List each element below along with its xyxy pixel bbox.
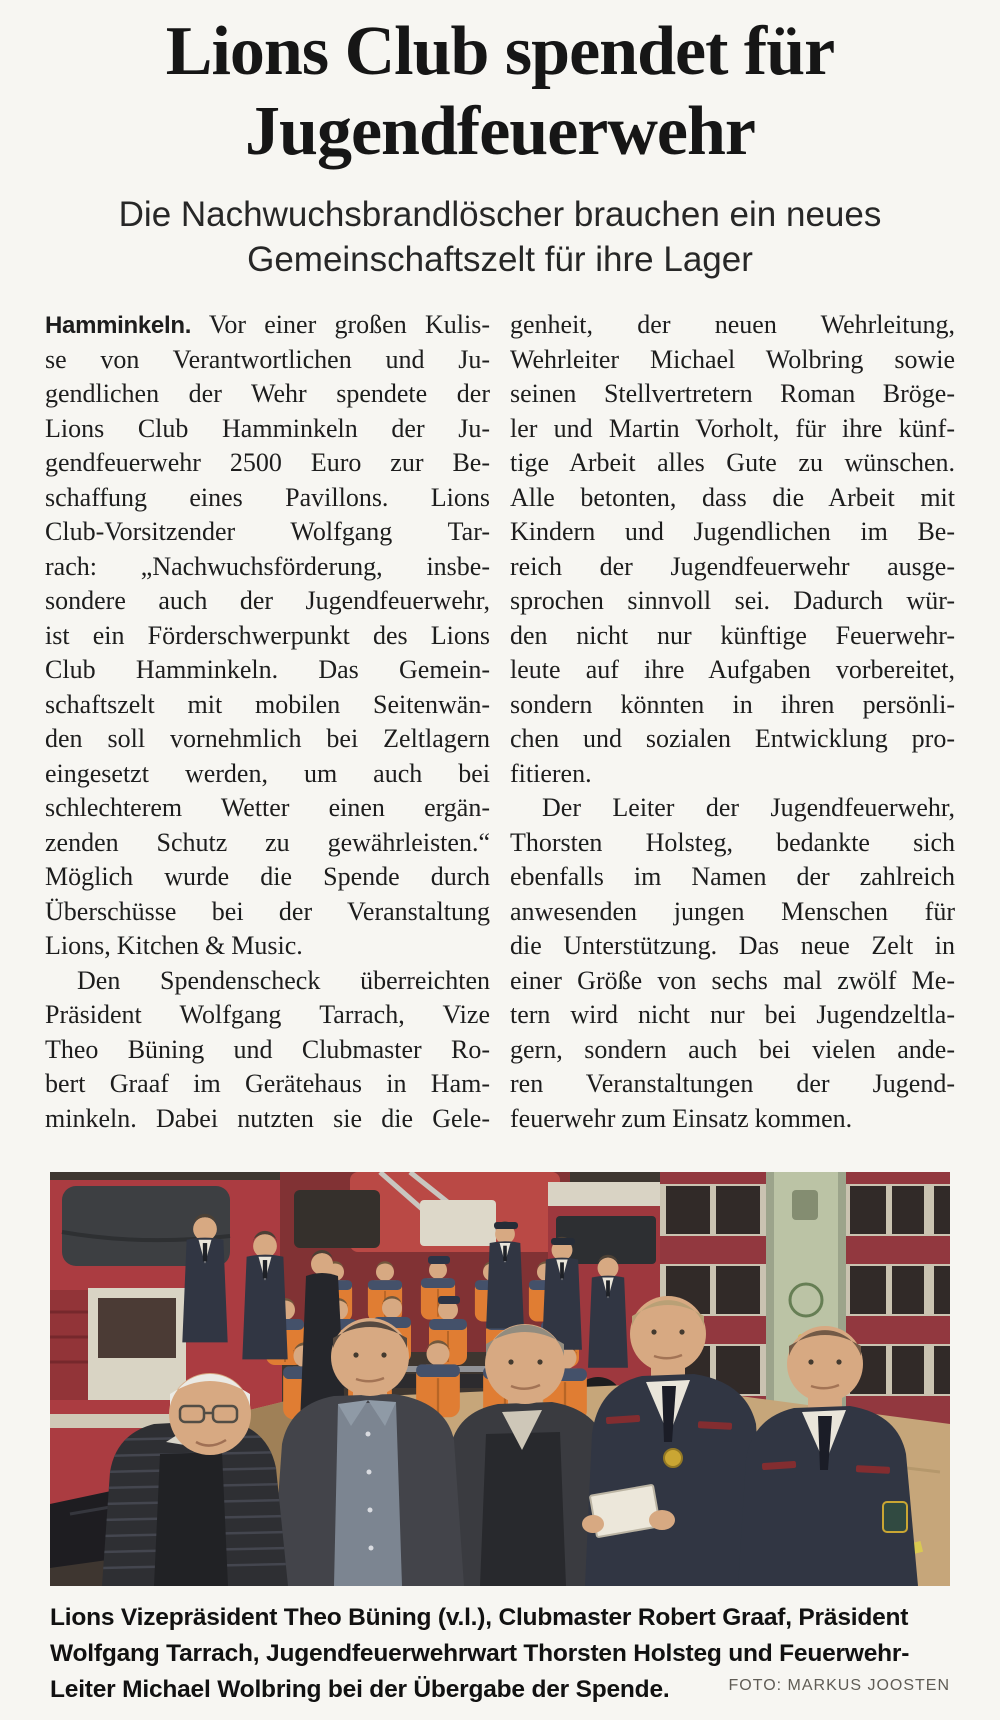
body-line: Thorsten Holsteg, bedankte sich bbox=[510, 827, 955, 857]
body-line: Überschüsse bei der Veranstaltung bbox=[45, 896, 490, 926]
photo-caption bbox=[50, 1600, 950, 1708]
body-line: Der Leiter der Jugendfeuerwehr, bbox=[542, 793, 955, 822]
body-line: tern wird nicht nur bei Jugendzeltla- bbox=[510, 1000, 955, 1029]
body-line: Hamminkeln. Vor einer großen Kulis- bbox=[45, 310, 490, 339]
body-line: den soll vornehmlich bei Zeltlagern bbox=[45, 724, 490, 753]
body-line: schaffung eines Pavillons. Lions bbox=[45, 482, 490, 512]
body-line: Wehrleiter Michael Wolbring sowie bbox=[510, 344, 955, 374]
body-line: fitieren. bbox=[510, 758, 592, 788]
article-subheadline: Die Nachwuchsbrandlöscher brauchen ein neues Gemeinschaftszelt für ihre Lager bbox=[118, 195, 882, 279]
body-line: ebenfalls im Namen der zahlreich bbox=[510, 862, 955, 891]
body-line: leute auf ihre Aufgaben vorbereitet, bbox=[510, 655, 955, 684]
fire-station-scene bbox=[50, 1172, 950, 1586]
photo-credit: FOTO: MARKUS JOOSTEN bbox=[728, 1677, 950, 1694]
body-line: se von Verantwortlichen und Ju- bbox=[45, 344, 490, 374]
body-line: ler und Martin Vorholt, für ihre künf- bbox=[510, 413, 955, 443]
body-line: ist ein Förderschwerpunkt des Lions bbox=[45, 620, 490, 650]
body-line: bert Graaf im Gerätehaus in Ham- bbox=[45, 1069, 490, 1098]
body-line: minkeln. Dabei nutzten sie die Gele- bbox=[45, 1103, 490, 1133]
body-line: genheit, der neuen Wehrleitung, bbox=[510, 310, 955, 339]
body-column-right bbox=[510, 308, 955, 1136]
body-line: einer Größe von sechs mal zwölf Me- bbox=[510, 965, 955, 995]
body-line: sprochen sinnvoll sei. Dadurch wür- bbox=[510, 586, 955, 615]
body-line: gendfeuerwehr 2500 Euro zur Be- bbox=[45, 448, 490, 477]
body-line: Präsident Wolfgang Tarrach, Vize bbox=[45, 1000, 490, 1029]
body-line: die Unterstützung. Das neue Zelt in bbox=[510, 931, 955, 960]
body-line: rach: „Nachwuchsförderung, insbe- bbox=[45, 551, 490, 581]
body-line: Lions Club Hamminkeln der Ju- bbox=[45, 413, 490, 443]
body-line: chen und sozialen Entwicklung pro- bbox=[510, 724, 955, 753]
body-line: ren Veranstaltungen der Jugend- bbox=[510, 1069, 955, 1098]
dateline: Hamminkeln. bbox=[45, 312, 192, 339]
body-line: anwesenden jungen Menschen für bbox=[510, 896, 955, 926]
body-line: Club-Vorsitzender Wolfgang Tar- bbox=[45, 517, 490, 546]
body-line: reich der Jugendfeuerwehr ausge- bbox=[510, 551, 955, 581]
article-headline: Lions Club spendet für Jugendfeuerwehr bbox=[165, 13, 835, 170]
body-line: Club Hamminkeln. Das Gemein- bbox=[45, 655, 490, 684]
body-line: gern, sondern auch bei vielen ande- bbox=[510, 1034, 955, 1064]
body-line: sondern könnten in ihren persönli- bbox=[510, 689, 955, 719]
body-line: Theo Büning und Clubmaster Ro- bbox=[45, 1034, 490, 1064]
body-line: tige Arbeit alles Gute zu wünschen. bbox=[510, 448, 955, 477]
body-line: eingesetzt werden, um auch bei bbox=[45, 758, 490, 788]
body-line: seinen Stellvertretern Roman Bröge- bbox=[510, 379, 955, 408]
body-line: schlechterem Wetter einen ergän- bbox=[45, 793, 490, 822]
body-line: sondere auch der Jugendfeuerwehr, bbox=[45, 586, 490, 615]
body-line: Möglich wurde die Spende durch bbox=[45, 862, 490, 891]
body-line: zenden Schutz zu gewährleisten.“ bbox=[45, 827, 490, 857]
article-photo bbox=[50, 1172, 950, 1586]
body-column-left bbox=[45, 308, 490, 1136]
body-line: gendlichen der Wehr spendete der bbox=[45, 379, 490, 408]
body-line: Den Spendenscheck überreichten bbox=[77, 965, 490, 995]
body-line: den nicht nur künftige Feuerwehr- bbox=[510, 620, 955, 650]
body-line: Lions, Kitchen & Music. bbox=[45, 931, 303, 960]
body-line: feuerwehr zum Einsatz kommen. bbox=[510, 1103, 853, 1133]
body-line: Kindern und Jugendlichen im Be- bbox=[510, 517, 955, 546]
caption-text: Lions Vizepräsident Theo Büning (v.l.), Clubmaster Robert Graaf, Präsident Wolfgang Tarrach, Jugendfeuerwehrwart Thorsten Holsteg und Feuerwehr-Leiter Michael Wolbring bei der Übergabe der Spende. bbox=[50, 1604, 910, 1703]
body-line: schaftszelt mit mobilen Seitenwän- bbox=[45, 689, 490, 719]
article-body bbox=[45, 308, 955, 1136]
body-line: Alle betonten, dass die Arbeit mit bbox=[510, 482, 955, 512]
